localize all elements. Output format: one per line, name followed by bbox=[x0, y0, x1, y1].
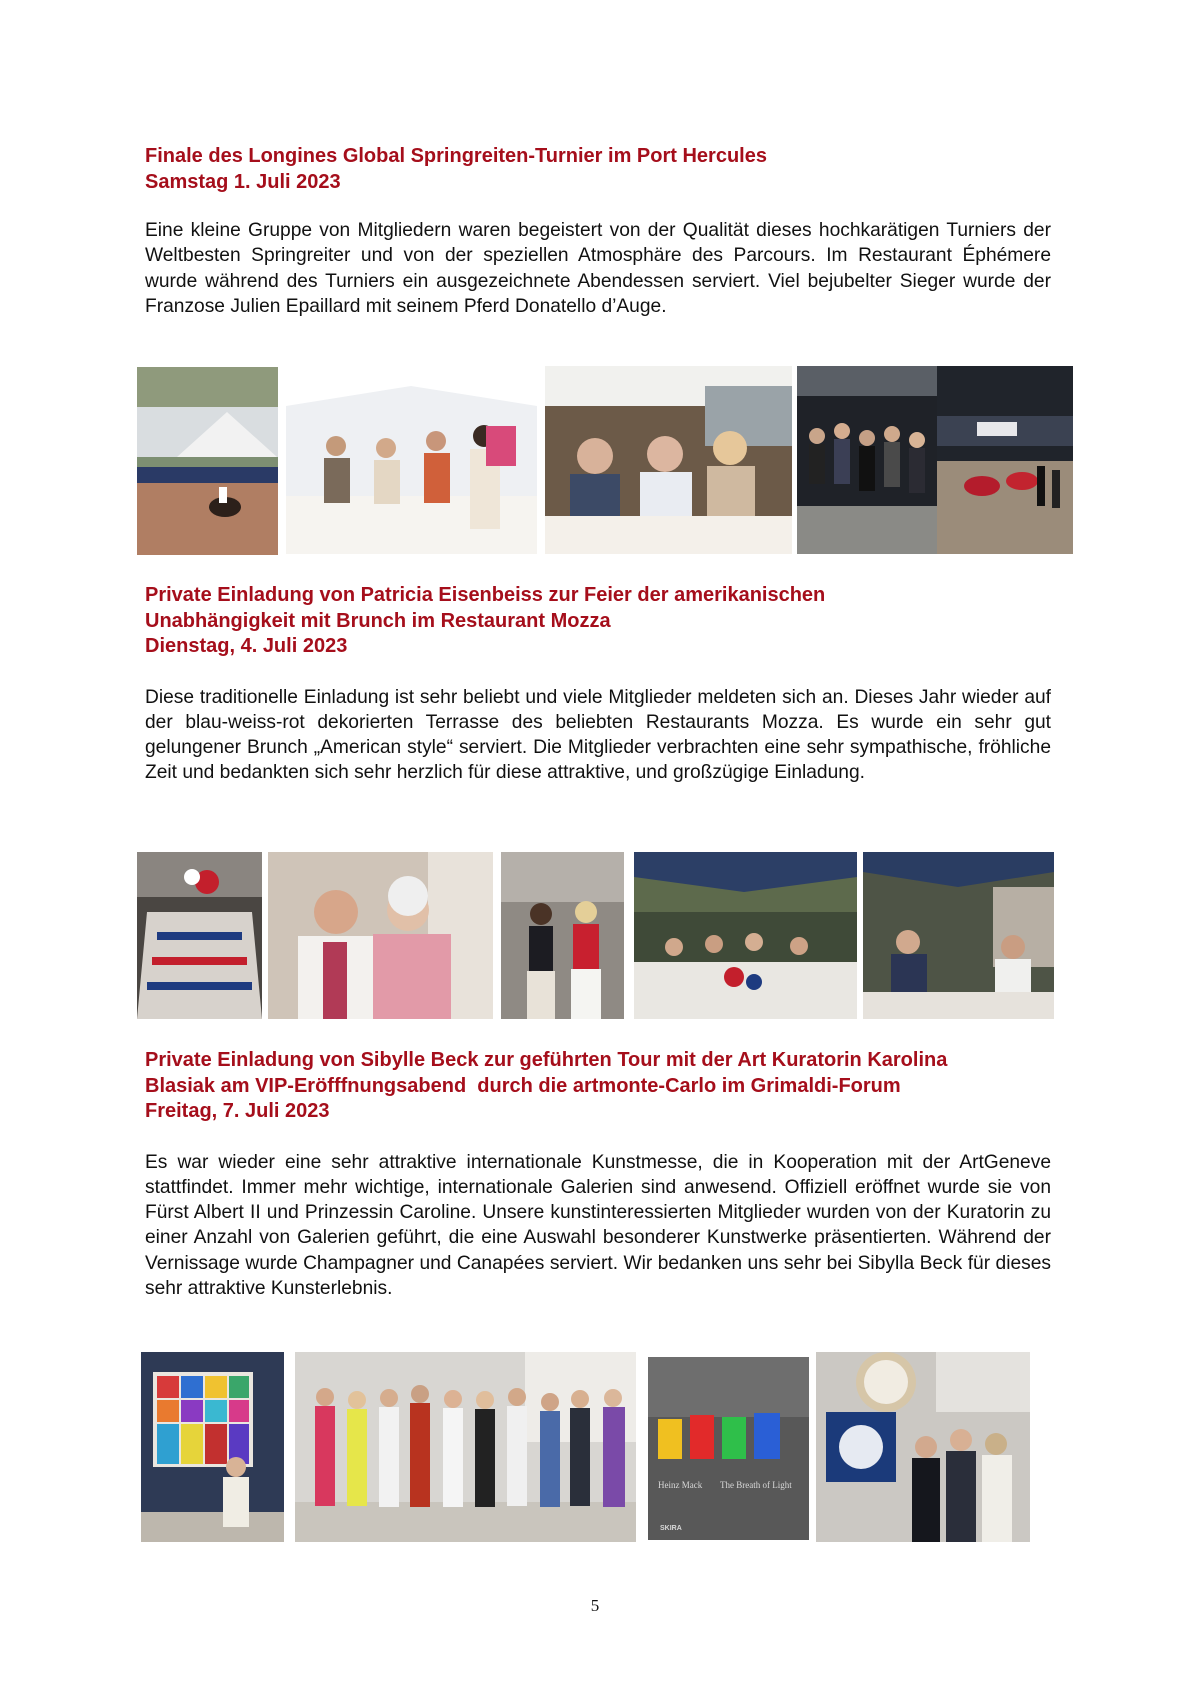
section-2-body: Diese traditionelle Einladung ist sehr beliebt und viele Mitglieder meldeten sich an. Dieses Jahr wieder auf der blau-weiss-rot dekorierten Terrasse des beliebten Restaurants Mozza. Es wurde ein sehr gut gelungener Brunch „American style“ serviert. Die Mitglieder verbrachten eine sehr sympathische, fröhliche Zeit und bedankten sich sehr herzlich für diese attraktive, und großzügige Einladung. bbox=[145, 686, 1051, 784]
book-title-label: The Breath of Light bbox=[720, 1480, 792, 1490]
women-talking-photo bbox=[501, 852, 624, 1019]
section-2-title-line-1: Private Einladung von Patricia Eisenbeiss zur Feier der amerikanischen bbox=[145, 584, 826, 606]
book-author-label: Heinz Mack bbox=[658, 1480, 703, 1490]
section-1-body: Eine kleine Gruppe von Mitgliedern waren begeistert von der Qualität dieses hochkarätigen Turniers der Weltbesten Springreiter und von der speziellen Atmosphäre des Parcours. Im Restaurant Éphémere wurde während des Turniers ein ausgezeichnete Abendessen serviert. Viel bejubelter Sieger wurde der Franzose Julien Epaillard mit seinem Pferd Donatello d’Auge. bbox=[145, 220, 1051, 317]
brunch-terrace-photo bbox=[634, 852, 857, 1019]
section-3-title-line-1: Private Einladung von Sibylle Beck zur geführten Tour mit der Art Kuratorin Karolina bbox=[145, 1049, 948, 1071]
section-3-date: Freitag, 7. Juli 2023 bbox=[145, 1100, 330, 1123]
section-1 bbox=[145, 144, 1051, 319]
section-1-heading bbox=[145, 144, 1051, 195]
section-3-heading bbox=[145, 1048, 1051, 1125]
decorated-terrace-table-photo bbox=[137, 852, 262, 1019]
tent-guests-photo bbox=[286, 366, 537, 554]
show-jumping-arena-photo bbox=[137, 367, 278, 555]
dinner-table-photo bbox=[545, 366, 792, 554]
section-2-heading bbox=[145, 583, 1051, 660]
group-photo bbox=[295, 1352, 636, 1542]
page-number: 5 bbox=[590, 1596, 600, 1615]
section-3-body: Es war wieder eine sehr attraktive internationale Kunstmesse, die in Kooperation mit der ArtGeneve stattfindet. Immer mehr wichtige, internationale Galerien sind anwesend. Offiziell eröffnet wurde sie von Fürst Albert II und Prinzessin Caroline. Unsere kunstinteressierten Mitglieder wurden von der Kuratorin zu einer Anzahl von Galerien geführt, die eine Auswahl besonderer Kunstwerke präsentierten. Während der Vernissage wurde Champagner und Canapées serviert. Wir bedanken uns sehr bei Sibylla Beck für dieses sehr attraktive Kunsterlebnis. bbox=[145, 1151, 1051, 1299]
book-publisher-label: SKIRA bbox=[660, 1525, 682, 1532]
section-2-date: Dienstag, 4. Juli 2023 bbox=[145, 635, 348, 658]
colorful-painting-photo bbox=[141, 1352, 284, 1542]
section-1-date: Samstag 1. Juli 2023 bbox=[145, 170, 341, 193]
section-3-title-line-2: Blasiak am VIP-Eröfffnungsabend durch die artmonte-Carlo im Grimaldi-Forum bbox=[145, 1074, 901, 1097]
section-1-title: Finale des Longines Global Springreiten-Turnier im Port Hercules bbox=[145, 145, 767, 167]
section-2 bbox=[145, 583, 1051, 786]
guests-at-table-photo bbox=[863, 852, 1054, 1019]
prince-at-booth-photo bbox=[816, 1352, 1030, 1542]
award-ceremony-photo bbox=[937, 366, 1073, 554]
two-women-portrait-photo bbox=[268, 852, 493, 1019]
crowd-photo bbox=[797, 366, 937, 554]
art-book-photo bbox=[648, 1357, 809, 1540]
section-3 bbox=[145, 1048, 1051, 1301]
section-2-title-line-2: Unabhängigkeit mit Brunch im Restaurant Mozza bbox=[145, 609, 611, 632]
